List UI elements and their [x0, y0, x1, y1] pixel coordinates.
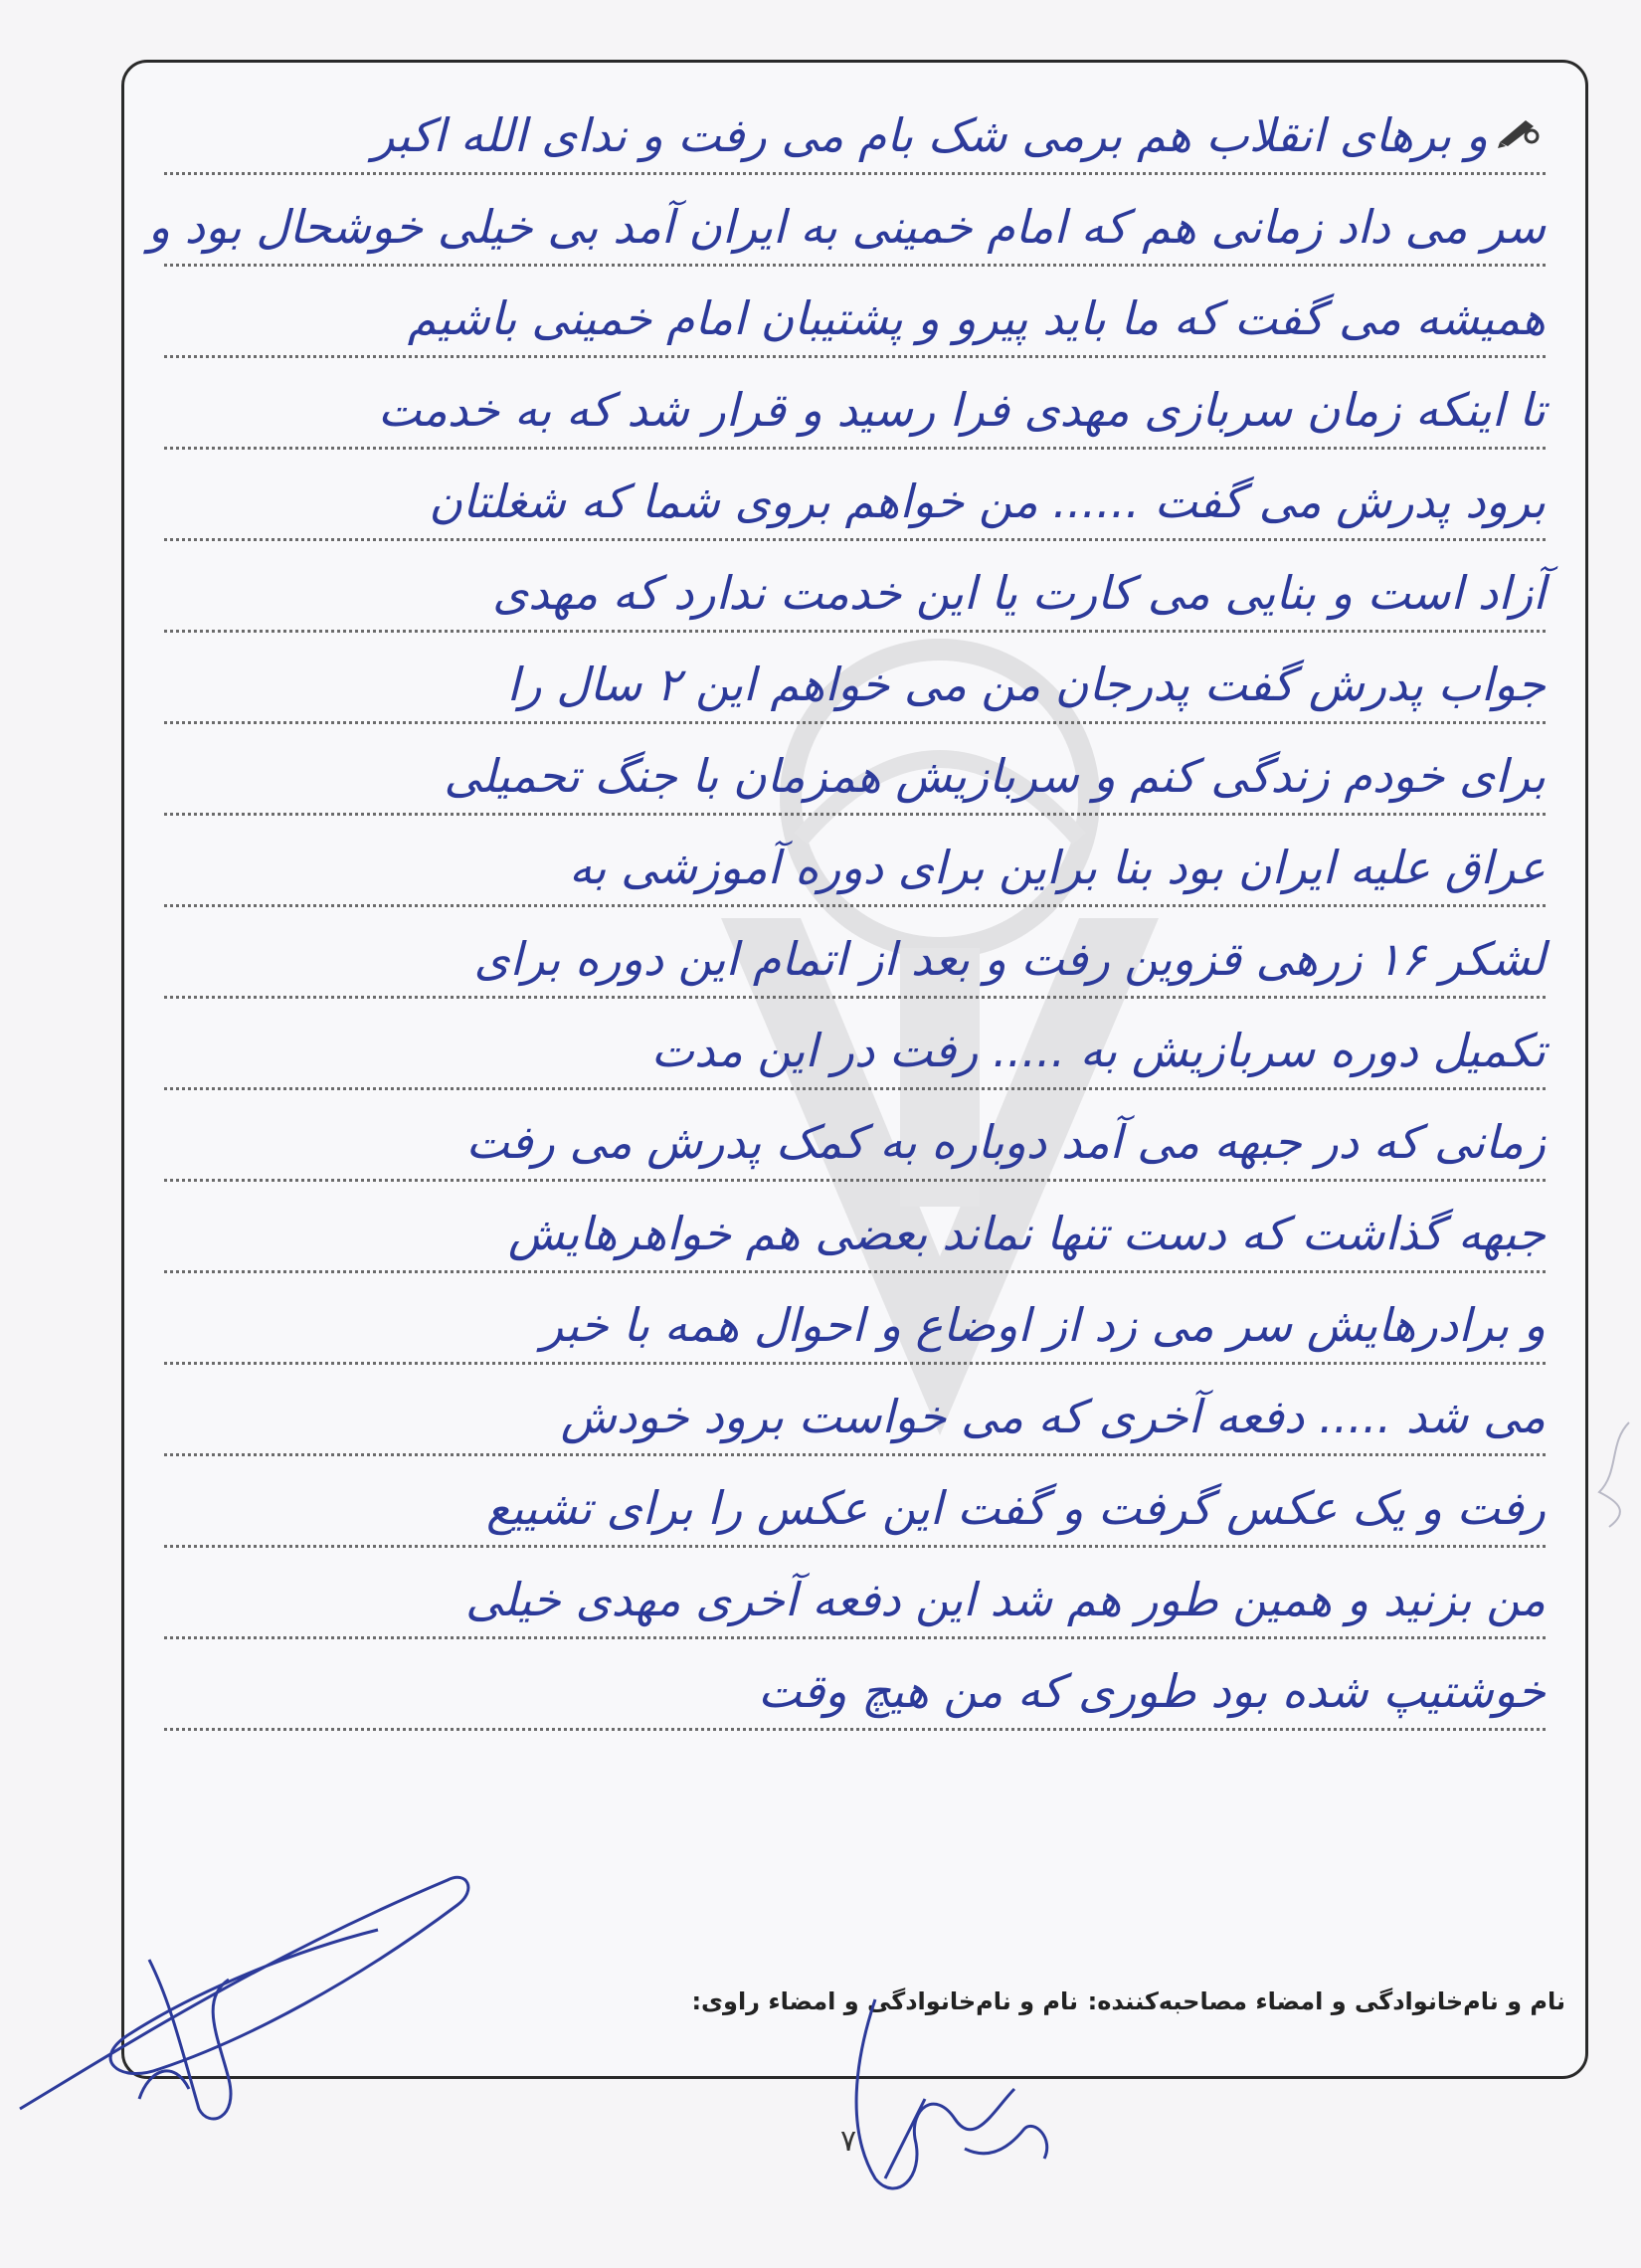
- line-text: همیشه می گفت که ما باید پیرو و پشتیبان امام خمینی باشیم: [407, 291, 1546, 345]
- text-line: [164, 904, 1546, 999]
- narrator-signature: [0, 1810, 497, 2139]
- text-line: [164, 81, 1546, 175]
- line-text: زمانی که در جبهه می آمد دوباره به کمک پدرش می رفت: [465, 1115, 1546, 1169]
- text-line: [164, 813, 1546, 907]
- page-frame: [121, 60, 1588, 2079]
- line-text: جواب پدرش گفت پدرجان من می خواهم این ۲ سال را: [506, 658, 1546, 711]
- line-text: و برادرهایش سر می زد از اوضاع و احوال همه با خبر: [541, 1298, 1546, 1352]
- line-text: و برهای انقلاب هم برمی شک بام می رفت و ندای الله اکبر: [372, 108, 1488, 162]
- line-text: تا اینکه زمان سربازی مهدی فرا رسید و قرار شد که به خدمت: [377, 383, 1546, 437]
- text-line: [164, 1636, 1546, 1731]
- text-line: [164, 447, 1546, 541]
- line-text: لشکر ۱۶ زرهی قزوین رفت و بعد از اتمام این دوره برای: [473, 932, 1546, 986]
- text-line: [164, 630, 1546, 724]
- interviewer-signature: [816, 1980, 1094, 2208]
- line-text: آزاد است و بنایی می کارت یا این خدمت ندارد که مهدی: [492, 566, 1546, 620]
- margin-scribble: [1589, 1413, 1641, 1532]
- line-text: خوشتیپ شده بود طوری که من هیچ وقت: [758, 1664, 1546, 1718]
- line-text: عراق علیه ایران بود بنا براین برای دوره آموزشی به: [569, 841, 1546, 894]
- text-line: [164, 264, 1546, 358]
- text-line: [164, 1545, 1546, 1639]
- text-line: [164, 1453, 1546, 1548]
- text-line: [164, 1270, 1546, 1365]
- text-line: [164, 1087, 1546, 1182]
- text-line: [164, 355, 1546, 450]
- line-text: رفت و یک عکس گرفت و گفت این عکس را برای تشییع: [485, 1481, 1546, 1535]
- line-text: برای خودم زندگی کنم و سربازیش همزمان با جنگ تحمیلی: [444, 749, 1546, 803]
- text-line: [164, 538, 1546, 633]
- text-line: [164, 1362, 1546, 1456]
- line-text: می شد ..... دفعه آخری که می خواست برود خودش: [560, 1390, 1546, 1443]
- line-text: من بزنید و همین طور هم شد این دفعه آخری مهدی خیلی: [464, 1573, 1546, 1626]
- narrator-signature-label: نام و نام‌خانوادگی و امضاء راوی:: [691, 1987, 1078, 2015]
- page-number: ۷: [840, 2124, 857, 2159]
- writing-lines: [147, 63, 1546, 2076]
- text-line: [147, 172, 1546, 267]
- line-text: سر می داد زمانی هم که امام خمینی به ایران آمد بی خیلی خوشحال بود و: [147, 200, 1546, 254]
- text-line: [164, 996, 1546, 1090]
- text-line: [164, 721, 1546, 816]
- interviewer-signature-label: نام و نام‌خانوادگی و امضاء مصاحبه‌کننده:: [1087, 1987, 1565, 2015]
- line-text: جبهه گذاشت که دست تنها نماند بعضی هم خواهرهایش: [507, 1207, 1546, 1260]
- line-text: تکمیل دوره سربازیش به ..... رفت در این مدت: [650, 1024, 1546, 1077]
- line-text: برود پدرش می گفت ...... من خواهم بروی شما که شغلتان: [429, 474, 1546, 528]
- text-line: [164, 1179, 1546, 1273]
